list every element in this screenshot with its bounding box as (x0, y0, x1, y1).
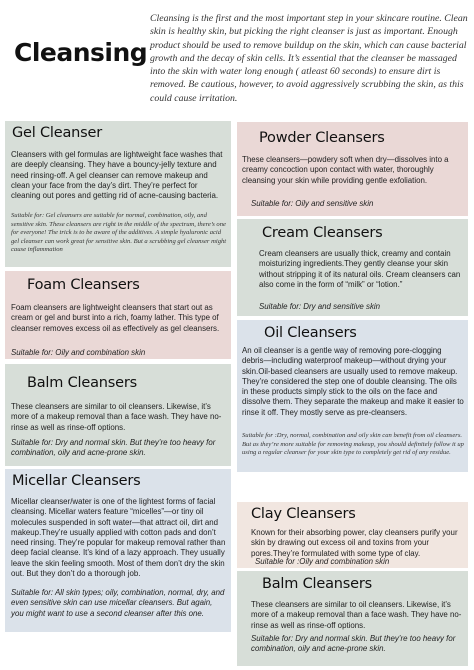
clay-cleanser-suitable: Suitable for :Oily and combination skin (255, 557, 390, 566)
balm-cleanser-title-2: Balm Cleansers (262, 576, 372, 592)
powder-cleanser-description: These cleansers—powdery soft when dry—dissolves into a creamy concoction upon contact with water, thoroughly cleansing your skin while providing gentle exfoliation. (242, 155, 449, 185)
cream-cleanser-suitable: Suitable for: Dry and sensitive skin (259, 302, 381, 311)
oil-cleanser-title: Oil Cleansers (264, 325, 357, 341)
gel-cleanser-title: Gel Cleanser (12, 125, 102, 141)
cream-cleanser-description: Cream cleansers are usually thick, creamy and contain moisturizing ingredients.They gently cleanse your skin without stripping it of its natural oils. Cream cleansers can also come in the form of “milk” or “lotion.” (259, 249, 461, 289)
powder-cleanser-suitable: Suitable for: Oily and sensitive skin (251, 199, 374, 208)
foam-cleanser-suitable: Suitable for: Oily and combination skin (11, 348, 146, 357)
balm-cleanser-description: These cleansers are similar to oil cleansers. Likewise, it’s more of a makeup removal than a face wash. They have no-rinse as well as rinse-off options. (11, 402, 222, 432)
gel-cleanser-suitable: Suitable for: Gel cleansers are suitable for normal, combination, oily, and sensitive skin. These cleansers are right in the middle of the spectrum, there’s one for everyone! The trick is to be aware of the additives. A simple hyaluronic acid gel cleanser can work great for sensitive skin. But a scrubbing gel cleanser might cause inflammation (11, 212, 227, 254)
micellar-cleanser-card (5, 469, 231, 632)
intro-paragraph: Cleansing is the first and the most important step in your skincare routine. Clean skin is healthy skin, but picking the right cleanser is just as important. Enough product should be used to remove buildup on the skin, which can cause bacterial growth and the decay of skin cells. It’s essential that the cleanser be massaged into the skin with water long enough ( atleast 60 seconds) to ensure dirt is removed. Be cautious, however, to avoid aggressively scrubbing the skin, as this could cause irritation. (150, 13, 468, 104)
micellar-cleanser-description: Micellar cleanser/water is one of the lightest forms of facial cleansing. Micellar waters feature “micelles”—or tiny oil molecules suspended in soft water—that attract oil, dirt and makeup.They’re usually applied with cotton pads and don’t need rinsing. They’re popular for makeup removal rather than deep facial cleanse. It’s kind of a lazy approach. They usually leave the skin feeling smooth. Most of them don’t dry the skin out. But they don’t do a thorough job. (11, 497, 226, 579)
oil-cleanser-card (237, 320, 468, 472)
balm-cleanser-suitable-2: Suitable for: Dry and normal skin. But they’re too heavy for combination, oily and acne-prone skin. (251, 634, 456, 654)
oil-cleanser-suitable: Suitable for :Dry, normal, combination and oily skin can benefit from oil cleansers. But as they’re more suitable for removing makeup, you should definitely follow it up using a regular cleanser for your skin type to completely get rid of any residue. (242, 432, 464, 457)
balm-cleanser-description-2: These cleansers are similar to oil cleansers. Likewise, it’s more of a makeup removal than a face wash. They have no-rinse as well as rinse-off options. (251, 600, 462, 630)
clay-cleanser-description: Known for their absorbing power, clay cleansers purify your skin by drawing out excess oil and toxins from your pores.They’re formulated with some type of clay. (251, 528, 458, 558)
balm-cleanser-card-2 (237, 571, 468, 666)
powder-cleanser-card (237, 122, 468, 216)
clay-cleanser-title: Clay Cleansers (251, 506, 356, 522)
gel-cleanser-description: Cleansers with gel formulas are lightweight face washes that are deeply cleansing. They have a bouncy-jelly texture and need rinsing-off. A gel cleanser can remove makeup and clean your face from the day’s dirt. They’re perfect for cleaning out pores and getting rid of acne-causing bacteria. (11, 150, 223, 201)
foam-cleanser-description: Foam cleansers are lightweight cleansers that start out as cream or gel and burst into a rich, foamy lather. This type of cleanser removes excess oil as effectively as gel cleansers. (11, 303, 220, 333)
balm-cleanser-suitable: Suitable for: Dry and normal skin. But they’re too heavy for combination, oily and acne-prone skin. (11, 438, 216, 458)
micellar-cleanser-suitable: Suitable for: All skin types; oily, combination, normal, dry, and even sensitive skin can use micellar cleansers. But again, you might want to use a second cleanser after this one. (11, 588, 225, 618)
foam-cleanser-title: Foam Cleansers (27, 277, 140, 293)
foam-cleanser-card (5, 271, 231, 359)
micellar-cleanser-title: Micellar Cleansers (12, 473, 141, 489)
cream-cleanser-card (237, 219, 468, 316)
balm-cleanser-card (5, 364, 231, 466)
oil-cleanser-description: An oil cleanser is a gentle way of removing pore-clogging debris—including waterproof makeup—without drying your skin.Oil-based cleansers are usually used to remove makeup. They’re considered the step one of double cleansing. The oils in these products simply stick to the oils on the face and dissolve them. They separate the makeup and make it easier to rinse it off. They mostly serve as pre-cleansers. (242, 346, 464, 417)
balm-cleanser-title: Balm Cleansers (27, 375, 137, 391)
powder-cleanser-title: Powder Cleansers (259, 130, 385, 146)
cream-cleanser-title: Cream Cleansers (262, 225, 383, 241)
clay-cleanser-card (237, 502, 468, 568)
page-title: Cleansing (14, 38, 148, 67)
